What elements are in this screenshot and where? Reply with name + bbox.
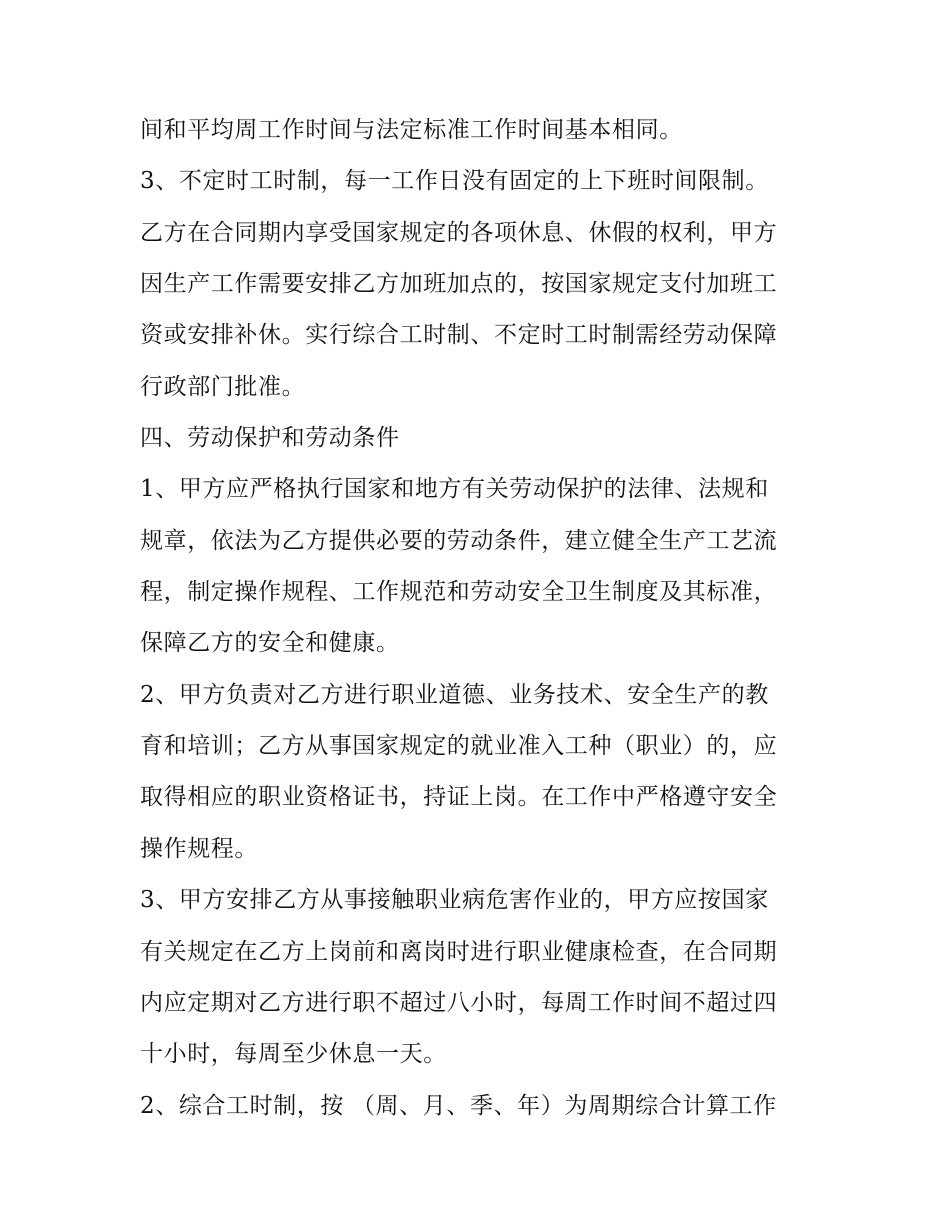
- text-line: 2、甲方负责对乙方进行职业道德、业务技术、安全生产的教: [140, 681, 769, 708]
- paragraph-6: [140, 670, 820, 875]
- text-line: 程，制定操作规程、工作规范和劳动安全卫生制度及其标准，: [140, 579, 778, 606]
- paragraph-5: [140, 464, 820, 669]
- section-heading: [140, 413, 820, 464]
- text-line: 取得相应的职业资格证书，持证上岗。在工作中严格遵守安全: [140, 784, 778, 811]
- text-line: 内应定期对乙方进行职不超过八小时，每周工作时间不超过四: [140, 989, 778, 1016]
- text-line: 2、综合工时制，按 （周、月、季、年）为周期综合计算工作: [140, 1092, 777, 1119]
- text-line: 资或安排补休。实行综合工时制、不定时工时制需经劳动保障: [140, 322, 778, 349]
- text-line: 乙方在合同期内享受国家规定的各项休息、休假的权利，甲方: [140, 219, 778, 246]
- text-line: 因生产工作需要安排乙方加班加点的，按国家规定支付加班工: [140, 271, 778, 298]
- text-line: 育和培训；乙方从事国家规定的就业准入工种（职业）的，应: [140, 733, 778, 760]
- paragraph-2: [140, 156, 820, 207]
- text-line: 行政部门批准。: [140, 373, 306, 400]
- text-line: 有关规定在乙方上岗前和离岗时进行职业健康检查，在合同期: [140, 938, 778, 965]
- text-line: 3、不定时工时制，每一工作日没有固定的上下班时间限制。: [140, 168, 769, 195]
- text-line: 规章，依法为乙方提供必要的劳动条件，建立健全生产工艺流: [140, 527, 778, 554]
- paragraph-8: [140, 1081, 820, 1132]
- document-body: [140, 105, 820, 1132]
- paragraph-1: [140, 105, 820, 156]
- text-line: 1、甲方应严格执行国家和地方有关劳动保护的法律、法规和: [140, 476, 769, 503]
- paragraph-7: [140, 875, 820, 1080]
- text-line: 保障乙方的安全和健康。: [140, 630, 400, 657]
- text-line: 3、甲方安排乙方从事接触职业病危害作业的，甲方应按国家: [140, 887, 769, 914]
- text-line: 十小时，每周至少休息一天。: [140, 1041, 447, 1068]
- text-line: 操作规程。: [140, 835, 258, 862]
- text-line: 间和平均周工作时间与法定标准工作时间基本相同。: [140, 117, 683, 143]
- heading-text: 四、劳动保护和劳动条件: [140, 425, 400, 452]
- paragraph-3: [140, 208, 820, 413]
